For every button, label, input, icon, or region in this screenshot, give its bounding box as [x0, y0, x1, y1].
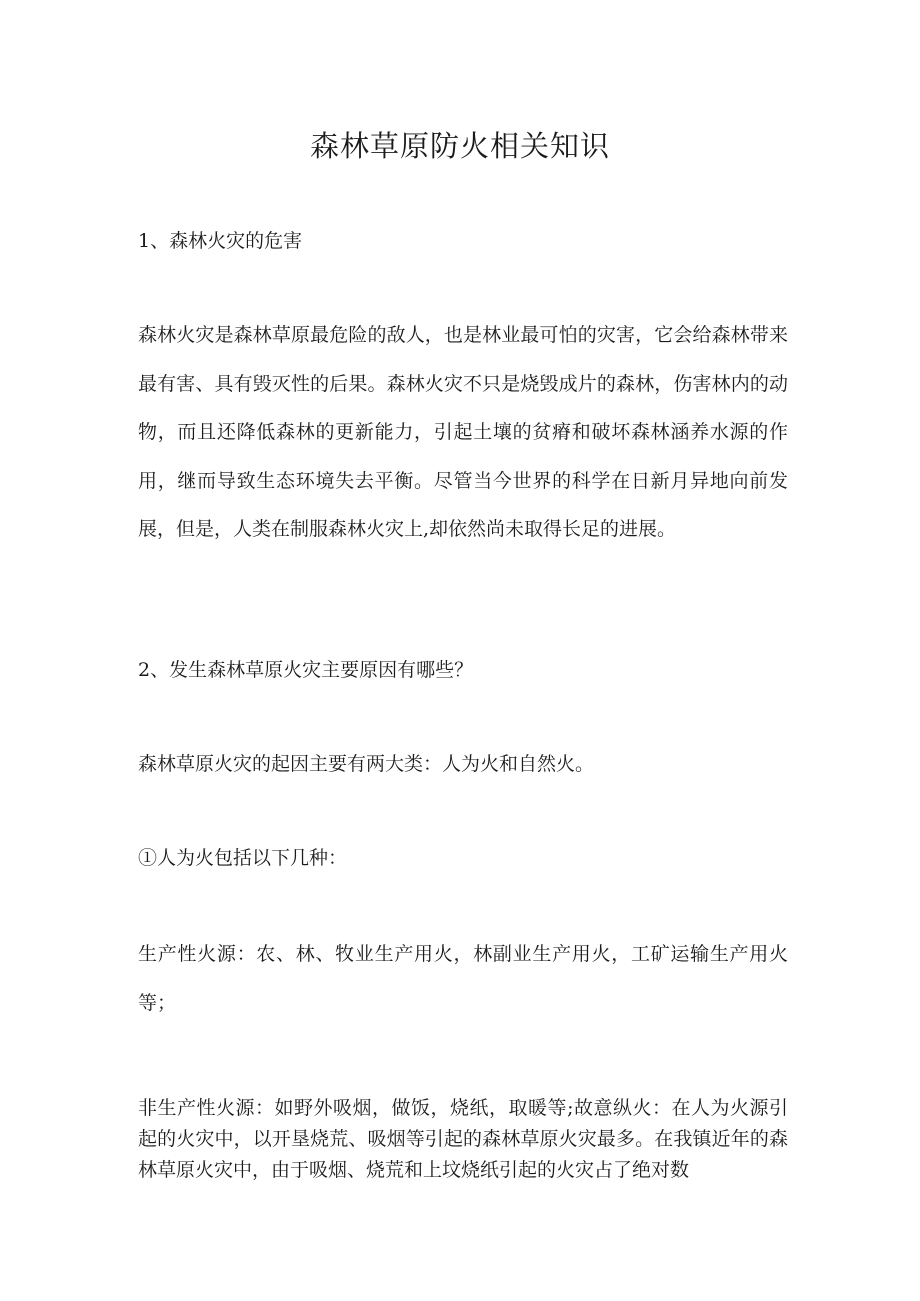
section-1-heading: 1、森林火灾的危害 — [138, 230, 303, 252]
section-2-productive-fire: 生产性火源：农、林、牧业生产用火，林副业生产用火，工矿运输生产用火等； — [138, 943, 788, 1014]
section-2-item-1: ①人为火包括以下几种： — [138, 847, 348, 869]
section-2-heading: 2、发生森林草原火灾主要原因有哪些？ — [138, 659, 474, 681]
section-1-paragraph: 森林火灾是森林草原最危险的敌人，也是林业最可怕的灾害，它会给森林带来最有害、具有毁灭性的后果。森林火灾不只是烧毁成片的森林，伤害林内的动物，而且还降低森林的更新能力，引起土壤的贫瘠和破坏森林涵养水源的作用，继而导致生态环境失去平衡。尽管当今世界的科学在日新月异地向前发展，但是，人类在制服森林火灾上,却依然尚未取得长足的进展。 — [138, 324, 788, 540]
section-2-nonproductive-fire: 非生产性火源：如野外吸烟，做饭，烧纸，取暖等;故意纵火：在人为火源引起的火灾中，以开垦烧荒、吸烟等引起的森林草原火灾最多。在我镇近年的森林草原火灾中，由于吸烟、烧荒和上坟烧纸引起的火灾占了绝对数 — [138, 1097, 788, 1181]
document-title: 森林草原防火相关知识 — [309, 129, 610, 163]
section-2-intro: 森林草原火灾的起因主要有两大类：人为火和自然火。 — [138, 753, 595, 775]
